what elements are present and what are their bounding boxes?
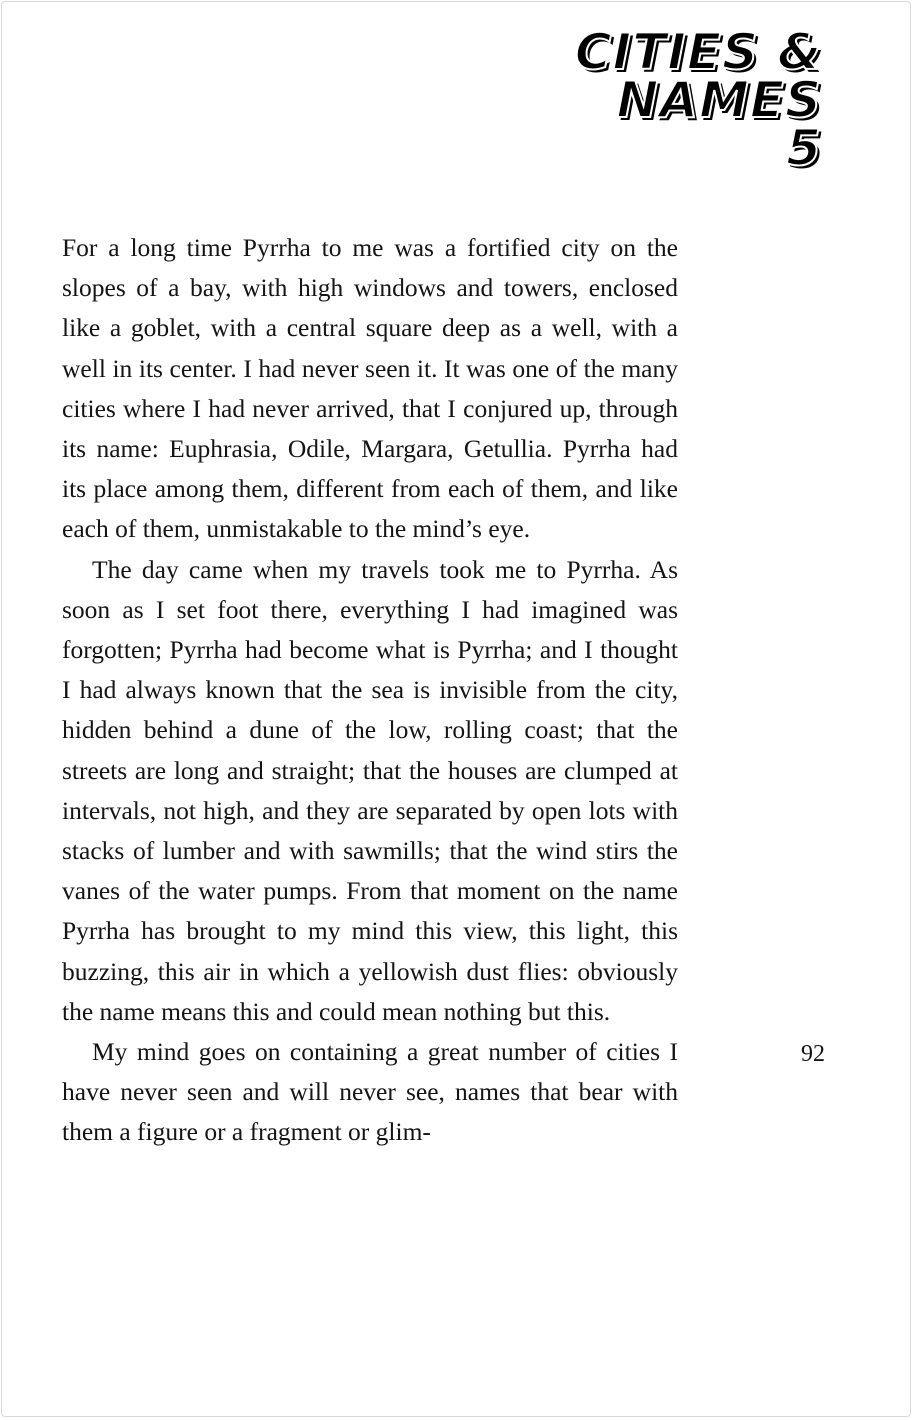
paragraph-1: For a long time Pyrrha to me was a fortified city on the slopes of a bay, with high windows and towers, enclosed like a goblet, with a central square deep as a well, with a well in its center. I had never seen it. It was one of the many cities where I had never arrived, that I conjured up, through its name: Euphrasia, Odile, Margara, Getullia. Pyrrha had its place among them, different from each of them, and like each of them, unmistakable to the mind’s eye. [62, 233, 678, 544]
chapter-heading [574, 23, 822, 177]
page-number: 92 [801, 1041, 825, 1067]
chapter-heading-line-1: CITIES & [574, 23, 822, 81]
chapter-heading-line-2: NAMES [616, 71, 822, 129]
chapter-heading-line-3: 5 [786, 119, 822, 177]
paragraph-2: The day came when my travels took me to Pyrrha. As soon as I set foot there, everything I had imagined was forgotten; Pyrrha had become what is Pyrrha; and I thought I had always known that the sea is invisible from the city, hidden behind a dune of the low, rolling coast; that the streets are long and straight; that the houses are clumped at intervals, not high, and they are separated by open lots with stacks of lumber and with sawmills; that the wind stirs the vanes of the water pumps. From that moment on the name Pyrrha has brought to my mind this view, this light, this buzzing, this air in which a yellowish dust flies: obviously the name means this and could mean nothing but this. [62, 554, 678, 1026]
body-text [62, 228, 678, 1153]
paragraph-3: My mind goes on containing a great number of cities I have never seen and will never see, names that bear with them a figure or a fragment or glim- [62, 1037, 678, 1147]
